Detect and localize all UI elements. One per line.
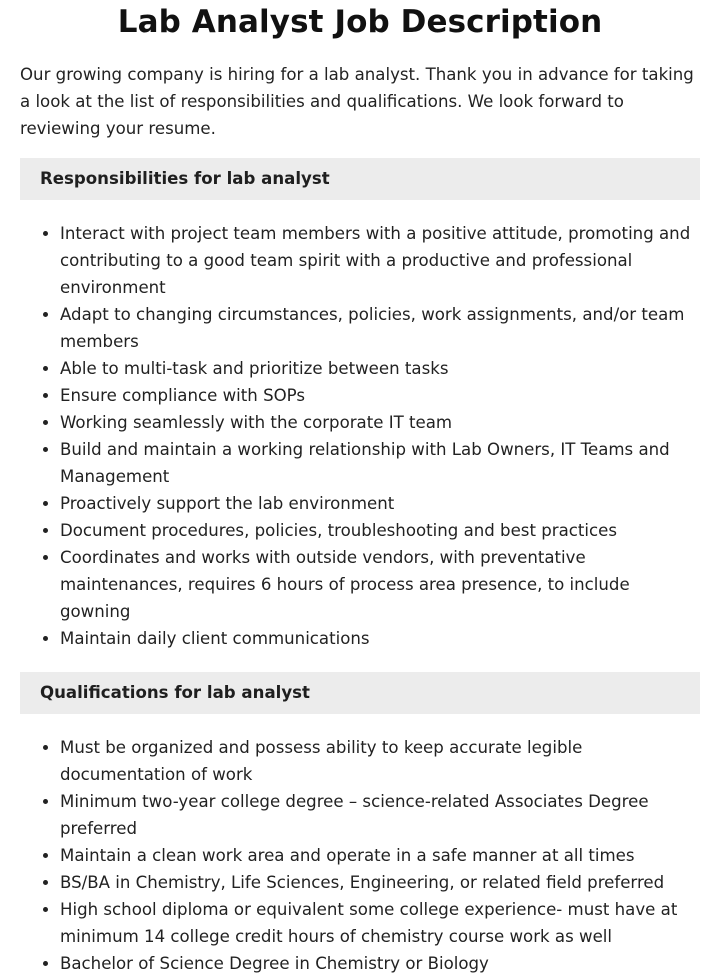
qualifications-list [20, 734, 700, 977]
list-item: • Must be organized and possess ability to keep accurate legible documentation of work [60, 734, 700, 788]
list-item: • High school diploma or equivalent some college experience- must have at minimum 14 college credit hours of chemistry course work as well [60, 896, 700, 950]
list-item: • Proactively support the lab environment [60, 490, 700, 517]
list-item: • Maintain daily client communications [60, 625, 700, 652]
list-item: • Minimum two-year college degree – science-related Associates Degree preferred [60, 788, 700, 842]
list-item: • Interact with project team members with a positive attitude, promoting and contributing to a good team spirit with a productive and professional environment [60, 220, 700, 301]
intro-paragraph: Our growing company is hiring for a lab analyst. Thank you in advance for taking a look at the list of responsibilities and qualifications. We look forward to reviewing your resume. [20, 65, 694, 138]
list-item: • Working seamlessly with the corporate IT team [60, 409, 700, 436]
list-item: • Maintain a clean work area and operate in a safe manner at all times [60, 842, 700, 869]
list-item: • Able to multi-task and prioritize between tasks [60, 355, 700, 382]
responsibilities-list [20, 220, 700, 652]
list-item: • Coordinates and works with outside vendors, with preventative maintenances, requires 6 hours of process area presence, to include gowning [60, 544, 700, 625]
qualifications-header: Qualifications for lab analyst [20, 672, 700, 714]
page-title: Lab Analyst Job Description [117, 4, 603, 40]
list-item: • Ensure compliance with SOPs [60, 382, 700, 409]
list-item: • Adapt to changing circumstances, policies, work assignments, and/or team members [60, 301, 700, 355]
list-item: • BS/BA in Chemistry, Life Sciences, Engineering, or related field preferred [60, 869, 700, 896]
responsibilities-header: Responsibilities for lab analyst [20, 158, 700, 200]
list-item: • Bachelor of Science Degree in Chemistry or Biology [60, 950, 700, 977]
list-item: • Build and maintain a working relationship with Lab Owners, IT Teams and Management [60, 436, 700, 490]
list-item: • Document procedures, policies, troubleshooting and best practices [60, 517, 700, 544]
